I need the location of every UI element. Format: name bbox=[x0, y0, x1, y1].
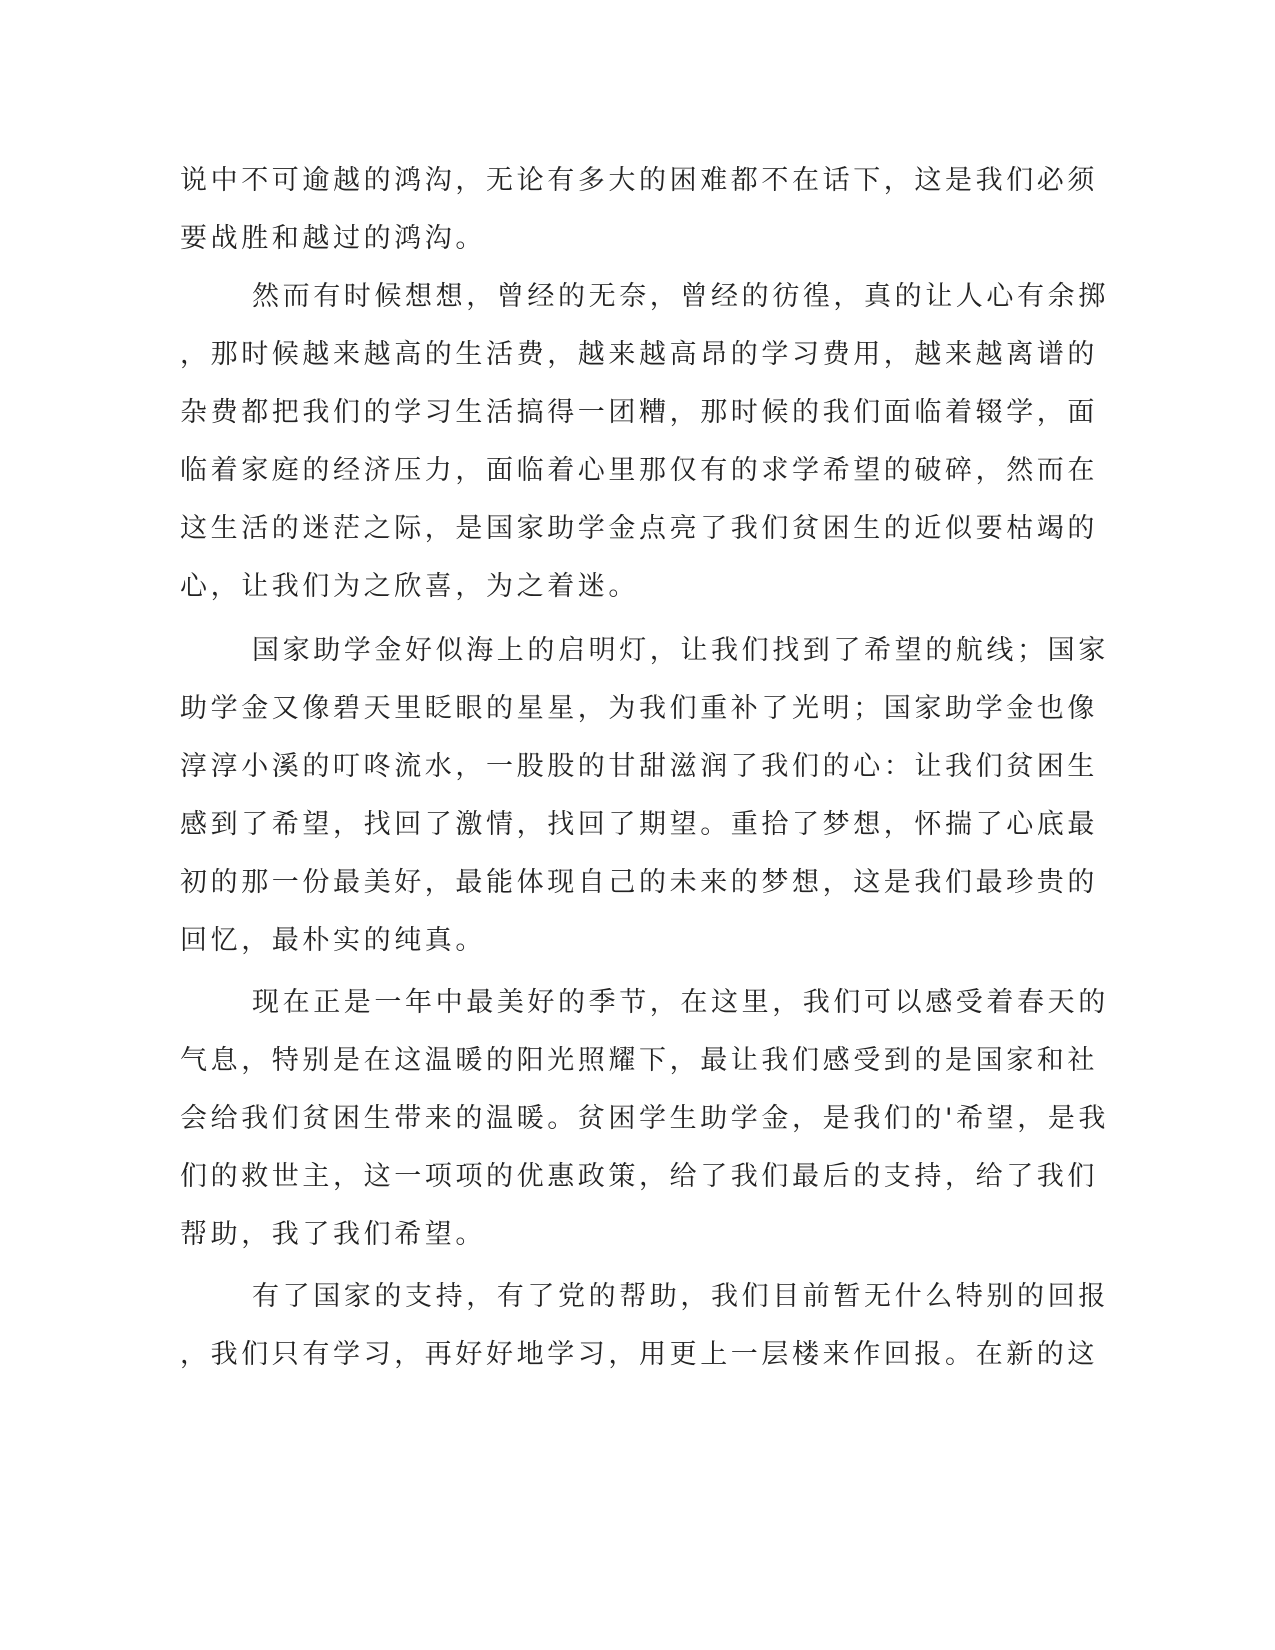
text-line: 临着家庭的经济压力，面临着心里那仅有的求学希望的破碎，然而在 bbox=[180, 455, 1098, 486]
text-line: 感到了希望，找回了激情，找回了期望。重拾了梦想，怀揣了心底最 bbox=[180, 809, 1098, 840]
text-line: 帮助，我了我们希望。 bbox=[180, 1219, 486, 1250]
paragraph-first-line: 现在正是一年中最美好的季节，在这里，我们可以感受着春天的 bbox=[252, 987, 1109, 1018]
text-line: 淳淳小溪的叮咚流水，一股股的甘甜滋润了我们的心：让我们贫困生 bbox=[180, 751, 1098, 782]
text-line: 们的救世主，这一项项的优惠政策，给了我们最后的支持，给了我们 bbox=[180, 1161, 1098, 1192]
text-line: 杂费都把我们的学习生活搞得一团糟，那时候的我们面临着辍学，面 bbox=[180, 397, 1098, 428]
paragraph-first-line: 有了国家的支持，有了党的帮助，我们目前暂无什么特别的回报 bbox=[252, 1281, 1109, 1312]
text-line: 要战胜和越过的鸿沟。 bbox=[180, 223, 486, 254]
paragraph-first-line: 然而有时候想想，曾经的无奈，曾经的彷徨，真的让人心有余掷 bbox=[252, 281, 1109, 312]
text-line: 心，让我们为之欣喜，为之着迷。 bbox=[180, 571, 639, 602]
paragraph-first-line: 国家助学金好似海上的启明灯，让我们找到了希望的航线；国家 bbox=[252, 635, 1109, 666]
text-line: 会给我们贫困生带来的温暖。贫困学生助学金，是我们的'希望，是我 bbox=[180, 1103, 1110, 1134]
text-line: 助学金又像碧天里眨眼的星星，为我们重补了光明；国家助学金也像 bbox=[180, 693, 1098, 724]
text-line: 初的那一份最美好，最能体现自己的未来的梦想，这是我们最珍贵的 bbox=[180, 867, 1098, 898]
text-line: 这生活的迷茫之际，是国家助学金点亮了我们贫困生的近似要枯竭的 bbox=[180, 513, 1098, 544]
text-line: 回忆，最朴实的纯真。 bbox=[180, 925, 486, 956]
text-line: 气息，特别是在这温暖的阳光照耀下，最让我们感受到的是国家和社 bbox=[180, 1045, 1098, 1076]
text-line: ，那时候越来越高的生活费，越来越高昂的学习费用，越来越离谱的 bbox=[180, 339, 1098, 370]
text-line: 说中不可逾越的鸿沟，无论有多大的困难都不在话下，这是我们必须 bbox=[180, 165, 1098, 196]
text-line: ，我们只有学习，再好好地学习，用更上一层楼来作回报。在新的这 bbox=[180, 1339, 1098, 1370]
